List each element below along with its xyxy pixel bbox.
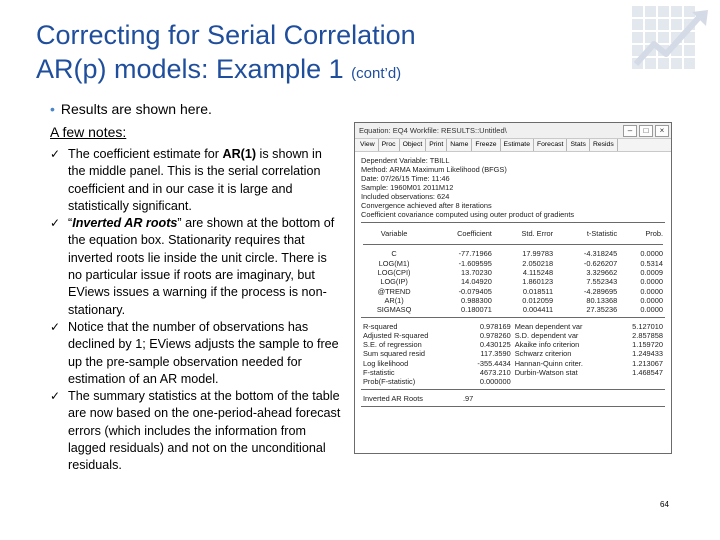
output-header-line: Convergence achieved after 8 iterations <box>361 201 492 210</box>
table-row <box>361 349 665 358</box>
cell: -4.289695 <box>583 286 618 296</box>
column-header: Std. Error <box>521 228 554 238</box>
cell: @TREND <box>377 286 411 296</box>
window-title: Equation: EQ4 Workfile: RESULTS::Untitled\ <box>359 126 507 135</box>
title-line-2-main: AR(p) models: Example 1 <box>36 54 344 84</box>
cell: LOG(CPI) <box>377 268 411 278</box>
cell <box>513 377 616 386</box>
cell: Adjusted R-squared <box>363 330 429 340</box>
cell: 0.0000 <box>640 295 663 305</box>
cell: 0.000000 <box>479 377 511 387</box>
table-row <box>361 359 665 368</box>
table-row <box>361 286 665 295</box>
cell: -0.079405 <box>458 286 492 296</box>
cell: 1.249433 <box>632 349 663 359</box>
toolbar-object-button[interactable]: Object <box>400 139 427 151</box>
results-bullet <box>50 101 212 117</box>
check-icon: ✓ <box>50 147 61 161</box>
cell: -77.71966 <box>458 249 492 259</box>
cell: 0.180071 <box>461 305 492 315</box>
bullet-dot-icon: • <box>50 101 55 117</box>
cell: Schwarz criterion <box>514 349 572 359</box>
cell: 4.115248 <box>522 268 554 278</box>
column-header: t-Statistic <box>586 228 618 238</box>
note-item <box>50 319 342 388</box>
cell: S.D. dependent var <box>514 330 579 340</box>
cell: 2.050218 <box>522 258 554 268</box>
notes-list <box>50 146 342 475</box>
cell <box>615 377 665 386</box>
output-header-line: Method: ARMA Maximum Likelihood (BFGS) <box>361 165 507 174</box>
check-icon: ✓ <box>50 319 61 334</box>
note-item <box>50 215 342 319</box>
cell: 5.127010 <box>632 321 663 331</box>
divider <box>363 244 663 245</box>
toolbar-proc-button[interactable]: Proc <box>379 139 400 151</box>
window-toolbar <box>355 139 671 152</box>
cell: 117.3590 <box>480 349 511 359</box>
cell: Akaike info criterion <box>514 340 580 350</box>
inverted-roots-value: .97 <box>463 393 474 403</box>
table-header-row <box>361 226 665 240</box>
cell: 80.13368 <box>586 295 618 305</box>
cell: R-squared <box>363 321 398 331</box>
output-header-line: Included observations: 624 <box>361 192 450 201</box>
coefficient-table <box>361 226 665 314</box>
table-row <box>361 340 665 349</box>
maximize-icon[interactable]: □ <box>639 125 653 137</box>
toolbar-forecast-button[interactable]: Forecast <box>534 139 567 151</box>
table-row <box>361 277 665 286</box>
cell: Hannan-Quinn criter. <box>514 358 583 368</box>
output-header-line: Sample: 1960M01 2011M12 <box>361 183 454 192</box>
results-bullet-text: Results are shown here. <box>60 101 212 117</box>
cell: AR(1) <box>384 295 404 305</box>
column-header: Prob. <box>645 228 663 238</box>
output-header-line: Dependent Variable: TBILL <box>361 156 450 165</box>
cell: 4673.210 <box>479 368 511 377</box>
check-icon: ✓ <box>50 216 61 231</box>
cell: 14.04920 <box>461 277 492 287</box>
note-bold: Inverted AR roots <box>72 216 178 231</box>
window-titlebar[interactable] <box>355 123 671 139</box>
cell: F-statistic <box>363 368 395 377</box>
cell: 7.552343 <box>586 277 618 287</box>
cell: 2.857858 <box>632 330 663 340</box>
cell: Prob(F-statistic) <box>363 377 416 387</box>
cell: 0.978260 <box>479 330 511 340</box>
note-item <box>50 388 342 474</box>
cell: LOG(IP) <box>380 277 408 287</box>
toolbar-estimate-button[interactable]: Estimate <box>501 139 534 151</box>
inverted-roots-table <box>361 393 665 402</box>
cell: 0.988300 <box>461 295 492 305</box>
toolbar-name-button[interactable]: Name <box>447 139 472 151</box>
slide-title <box>36 18 416 91</box>
cell: Log likelihood <box>363 358 409 368</box>
cell: LOG(M1) <box>378 258 410 268</box>
cell: 27.35236 <box>586 305 618 315</box>
divider <box>361 406 665 407</box>
table-row <box>361 305 665 314</box>
title-line-1: Correcting for Serial Correlation <box>36 20 416 50</box>
table-row <box>361 259 665 268</box>
toolbar-resids-button[interactable]: Resids <box>590 139 618 151</box>
output-header-line: Coefficient covariance computed using outer product of gradients <box>361 210 575 219</box>
divider <box>361 389 665 390</box>
inverted-roots-label: Inverted AR Roots <box>363 393 423 403</box>
cell: 1.860123 <box>522 277 554 287</box>
column-header: Variable <box>380 228 408 238</box>
cell: -0.626207 <box>583 258 618 268</box>
note-text: is shown in the middle panel. This is the serial correlation coefficient and in our case it is large and statistically significant. <box>68 147 322 213</box>
cell: 13.70230 <box>461 268 492 278</box>
cell: 3.329662 <box>586 268 618 278</box>
minimize-icon[interactable]: – <box>623 125 637 137</box>
cell: 1.159720 <box>632 340 663 350</box>
table-row <box>361 393 665 402</box>
summary-stats-table <box>361 321 665 386</box>
cell: 0.004411 <box>522 305 554 315</box>
toolbar-freeze-button[interactable]: Freeze <box>472 139 500 151</box>
toolbar-stats-button[interactable]: Stats <box>567 139 590 151</box>
cell: 1.468547 <box>632 368 663 377</box>
cell: -1.609595 <box>458 258 492 268</box>
cell: 0.0000 <box>640 286 663 296</box>
cell: 1.213067 <box>632 358 663 368</box>
column-header: Coefficient <box>457 228 492 238</box>
cell: Durbin-Watson stat <box>514 368 578 377</box>
toolbar-print-button[interactable]: Print <box>426 139 447 151</box>
cell: 0.5314 <box>640 258 663 268</box>
output-header-line: Date: 07/26/15 Time: 11:46 <box>361 174 450 183</box>
note-text: ” are shown at the bottom of the equation box. Stationarity requires that inverted roots lie inside the unit circle. There is no particular issue if roots are imaginary, but EViews issues a warning if the process is non-stationary. <box>68 216 335 317</box>
equation-output <box>355 152 671 414</box>
cell: Sum squared resid <box>363 349 426 359</box>
table-row <box>361 249 665 258</box>
note-text: The coefficient estimate for <box>68 147 223 161</box>
toolbar-view-button[interactable]: View <box>357 139 379 151</box>
cell: Mean dependent var <box>514 321 583 331</box>
title-line-2-suffix: (cont’d) <box>351 65 402 82</box>
cell: C <box>391 249 397 259</box>
table-row <box>361 331 665 340</box>
cell: 0.978169 <box>479 321 511 331</box>
notes-heading: A few notes: <box>50 124 127 140</box>
note-text: “ <box>68 216 73 231</box>
table-row <box>361 368 665 377</box>
cell: 0.0000 <box>640 249 663 259</box>
note-text: Notice that the number of observations has declined by 1; EViews adjusts the sample to free up the pre-sample observation needed for estimation of an AR model. <box>68 319 339 386</box>
divider <box>361 222 665 223</box>
cell: SIGMASQ <box>376 305 412 315</box>
page-number: 64 <box>660 500 669 509</box>
title-line-2 <box>36 52 416 91</box>
cell: S.E. of regression <box>363 340 422 350</box>
cell: -4.318245 <box>583 249 618 259</box>
cell: 0.0000 <box>640 305 663 315</box>
cell: 0.012059 <box>522 295 554 305</box>
table-row <box>361 321 665 330</box>
divider <box>361 317 665 318</box>
table-row <box>361 296 665 305</box>
equation-window[interactable] <box>354 122 672 454</box>
table-row <box>361 377 665 386</box>
note-text: The summary statistics at the bottom of the table are now based on the one-period-ahead forecast errors (which includes the information from lagged residuals) and not on the unconditional residuals. <box>68 389 341 473</box>
cell: 0.430125 <box>479 340 511 350</box>
cell: 17.99783 <box>522 249 554 259</box>
trend-logo-icon <box>632 6 710 70</box>
check-icon: ✓ <box>50 389 61 404</box>
cell: 0.018511 <box>522 286 554 296</box>
close-icon[interactable]: × <box>655 125 669 137</box>
cell: 0.0009 <box>640 268 663 278</box>
note-item <box>50 146 342 215</box>
cell: 0.0000 <box>640 277 663 287</box>
note-bold: AR(1) <box>222 147 257 161</box>
cell: -355.4434 <box>477 358 511 368</box>
table-row <box>361 268 665 277</box>
